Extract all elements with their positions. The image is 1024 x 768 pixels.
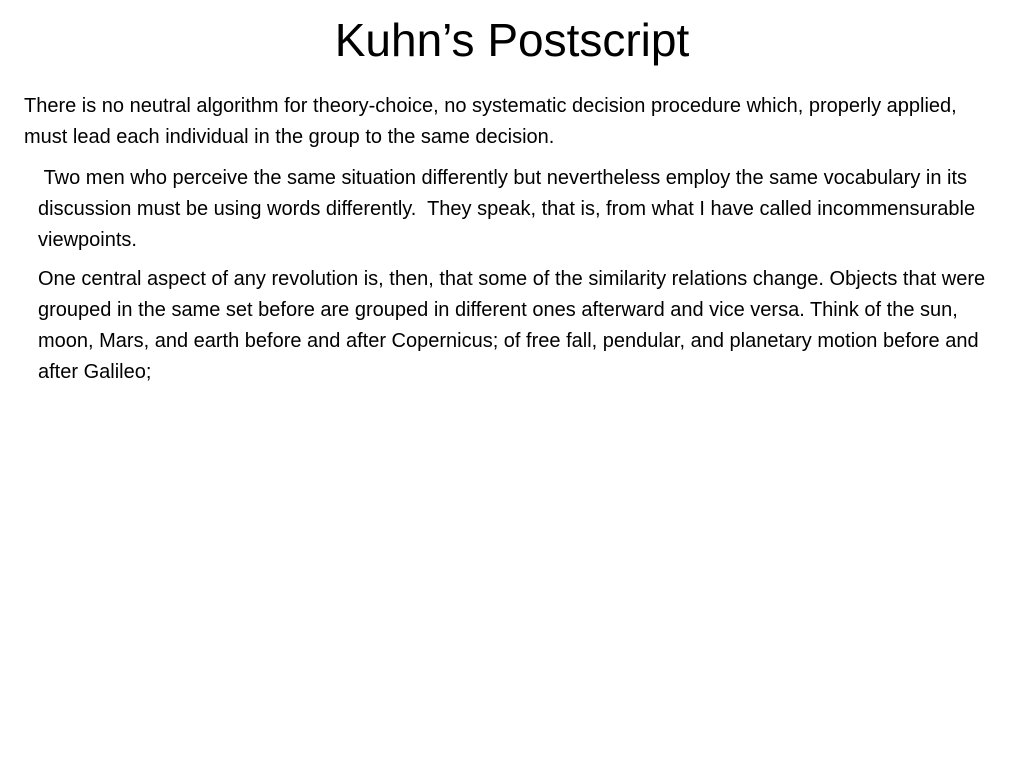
paragraph-theory-choice: There is no neutral algorithm for theory-choice, no systematic decision procedure which, properly applied, must lead each individual in the group to the same decision. — [24, 95, 957, 148]
slide-title: Kuhn’s Postscript — [334, 14, 690, 66]
paragraph-similarity-relations: One central aspect of any revolution is, then, that some of the similarity relations change. Objects that were grouped in the same set before are grouped in different ones afterward and vice versa. Think of the sun, moon, Mars, and earth before and after Copernicus; of free fall, pendular, and planetary motion before and after Galileo; — [38, 268, 986, 383]
paragraph-incommensurable: Two men who perceive the same situation differently but nevertheless employ the same vocabulary in its discussion must be using words differently. They speak, that is, from what I have called incommensurable viewpoints. — [38, 167, 981, 251]
